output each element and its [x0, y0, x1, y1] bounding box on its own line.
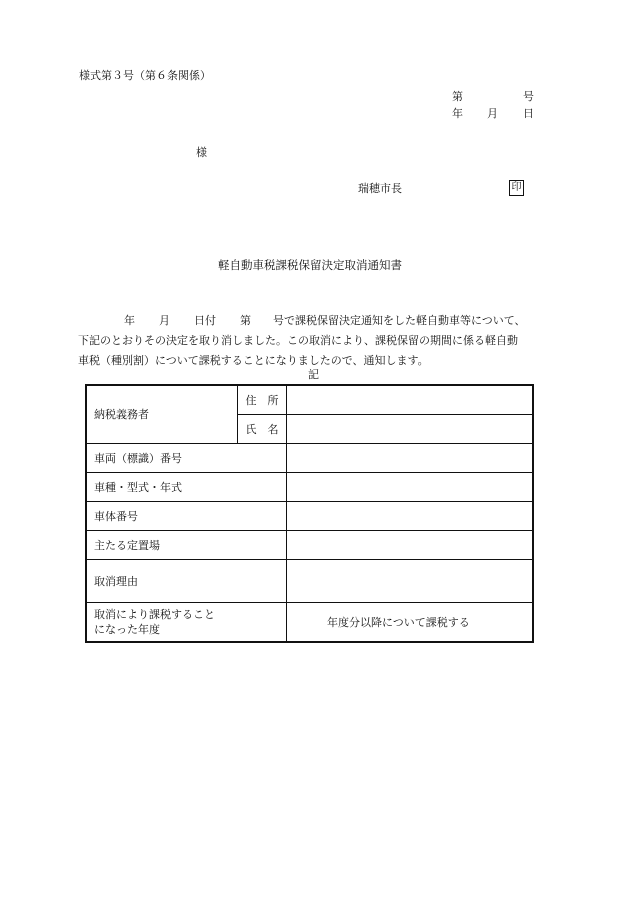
body-line-3: 車税（種別割）について課税することになりましたので、通知します。 [78, 354, 429, 367]
body-line-2: 下記のとおりその決定を取り消しました。この取消により、課税保留の期間に係る軽自動 [78, 334, 518, 347]
seal-mark: 印 [509, 180, 524, 196]
model-label: 車種・型式・年式 [86, 472, 287, 501]
body-number-label: 車体番号 [86, 501, 287, 530]
date-year: 年 [452, 107, 463, 120]
reason-label: 取消理由 [86, 559, 287, 602]
addressee-suffix: 様 [196, 146, 207, 159]
table-row [86, 559, 533, 602]
body-number-field[interactable] [287, 501, 534, 530]
table-row [86, 602, 533, 642]
tax-year-label [86, 602, 287, 642]
body-line-1 [78, 311, 558, 331]
body-month: 月 [159, 314, 170, 327]
reason-field[interactable] [287, 559, 534, 602]
issuer-title: 瑞穂市長 [358, 182, 402, 195]
body-year: 年 [124, 314, 135, 327]
tax-year-label-line-1: 取消により課税すること [94, 607, 215, 621]
table-row [86, 385, 533, 414]
document-number-suffix: 号 [523, 90, 534, 103]
table-row [86, 472, 533, 501]
document-number-prefix: 第 [452, 90, 463, 103]
tax-year-value: 年度分以降について課税する [287, 602, 534, 642]
address-field[interactable] [287, 385, 534, 414]
body-line-1-rest: 号で課税保留決定通知をした軽自動車等について、 [273, 314, 526, 327]
vehicle-number-field[interactable] [287, 443, 534, 472]
address-label: 住 所 [238, 385, 287, 414]
table-row [86, 443, 533, 472]
info-table [85, 384, 534, 643]
storage-field[interactable] [287, 530, 534, 559]
model-field[interactable] [287, 472, 534, 501]
table-row [86, 530, 533, 559]
name-field[interactable] [287, 414, 534, 443]
body-paragraph [78, 311, 558, 371]
storage-label: 主たる定置場 [86, 530, 287, 559]
date-month: 月 [487, 107, 498, 120]
form-number: 様式第３号（第６条関係） [79, 69, 211, 82]
taxpayer-label: 納税義務者 [86, 385, 238, 443]
table-row [86, 501, 533, 530]
body-day: 日付 [194, 314, 216, 327]
name-label: 氏 名 [238, 414, 287, 443]
document-title: 軽自動車税課税保留決定取消通知書 [218, 258, 402, 272]
ki-heading: 記 [308, 368, 319, 381]
tax-year-label-line-2: になった年度 [94, 622, 160, 636]
date-day: 日 [523, 107, 534, 120]
body-dai: 第 [240, 314, 251, 327]
vehicle-number-label: 車両（標識）番号 [86, 443, 287, 472]
